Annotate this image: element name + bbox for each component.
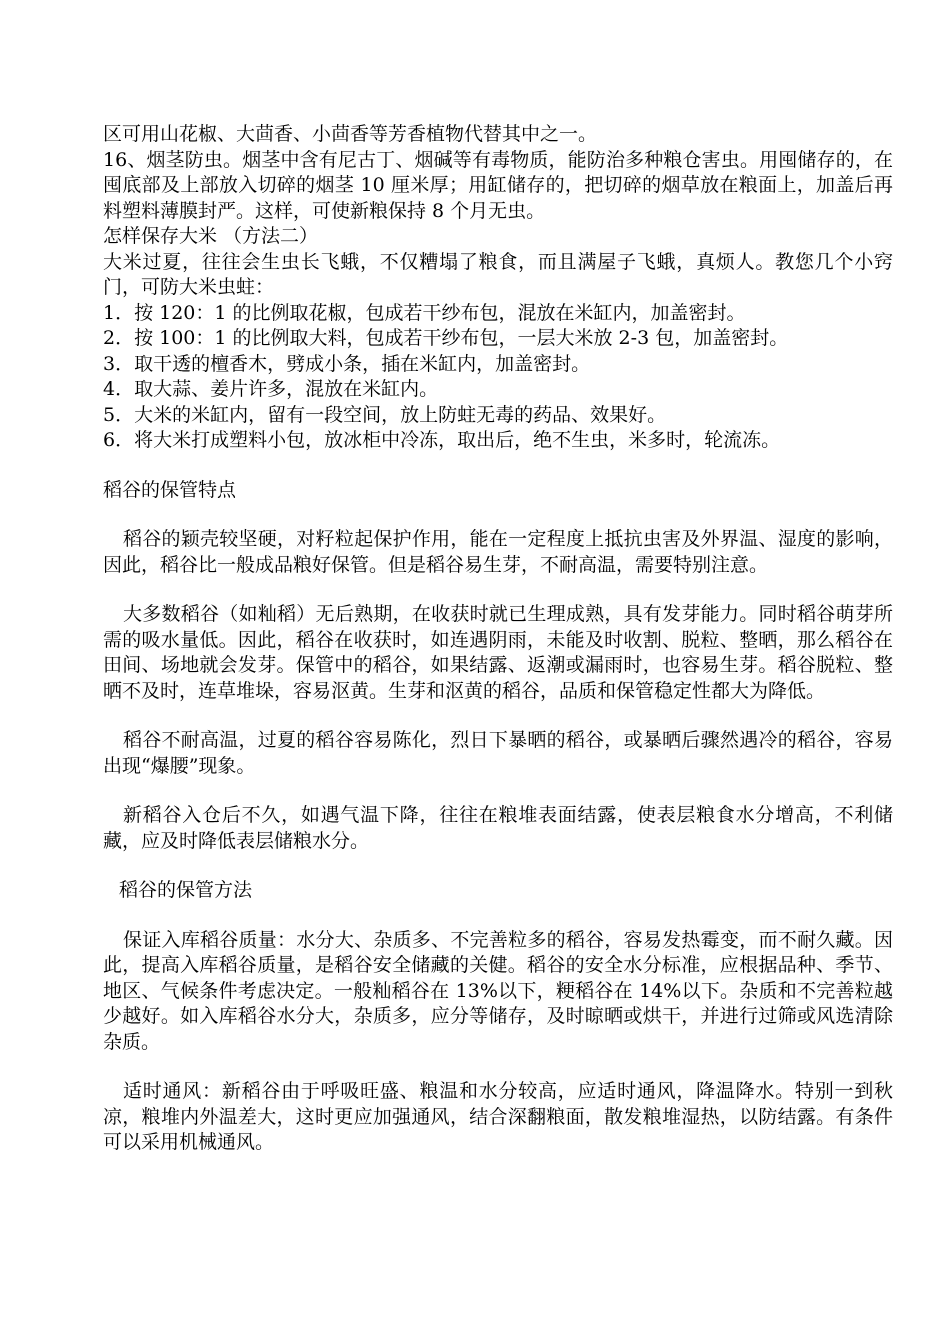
- method2-title: 怎样保存大米 （方法二）: [103, 225, 319, 247]
- methods-paragraph: 适时通风：新稻谷由于呼吸旺盛、粮温和水分较高，应适时通风，降温降水。特别一到秋凉，粮堆内外温差大，这时更应加强通风，结合深翻粮面，散发粮堆湿热，以防结露。有条件可以采用机械通风。: [103, 1080, 893, 1153]
- document-page: [103, 122, 893, 1156]
- method2-item: 1．按 120：1 的比例取花椒，包成若干纱布包，混放在米缸内，加盖密封。: [103, 301, 746, 324]
- methods-title: 稻谷的保管方法: [119, 879, 253, 901]
- features-paragraph: 稻谷不耐高温，过夏的稻谷容易陈化，烈日下暴晒的稻谷，或暴晒后骤然遇冷的稻谷，容易出现“爆腰”现象。: [103, 729, 893, 777]
- method2-item: 6．将大米打成塑料小包，放冰柜中冷冻，取出后，绝不生虫，米多时，轮流冻。: [103, 429, 781, 451]
- features-paragraph: 新稻谷入仓后不久，如遇气温下降，往往在粮堆表面结露，使表层粮食水分增高，不利储藏，应及时降低表层储粮水分。: [103, 804, 893, 852]
- features-paragraph: 大多数稻谷（如籼稻）无后熟期，在收获时就已生理成熟，具有发芽能力。同时稻谷萌芽所需的吸水量低。因此，稻谷在收获时，如连遇阴雨，未能及时收割、脱粒、整晒，那么稻谷在田间、场地就会发芽。保管中的稻谷，如果结露、返潮或漏雨时，也容易生芽。稻谷脱粒、整晒不及时，连草堆垛，容易沤黄。生芽和沤黄的稻谷，品质和保管稳定性都大为降低。: [103, 603, 893, 702]
- features-paragraph: 稻谷的颖壳较坚硬，对籽粒起保护作用，能在一定程度上抵抗虫害及外界温、湿度的影响，因此，稻谷比一般成品粮好保管。但是稻谷易生芽，不耐高温，需要特别注意。: [103, 528, 893, 576]
- method2-item: 4．取大蒜、姜片许多，混放在米缸内。: [103, 378, 439, 400]
- method2-item: 3．取干透的檀香木，劈成小条，插在米缸内，加盖密封。: [103, 352, 591, 375]
- method2-intro: 大米过夏，往往会生虫长飞蛾，不仅糟塌了粮食，而且满屋子飞蛾，真烦人。教您几个小窍门，可防大米虫蛀：: [103, 250, 893, 298]
- method2-item: 5．大米的米缸内，留有一段空间，放上防蛀无毒的药品、效果好。: [103, 403, 667, 426]
- methods-paragraph: 保证入库稻谷质量：水分大、杂质多、不完善粒多的稻谷，容易发热霉变，而不耐久藏。因此，提高入库稻谷质量，是稻谷安全储藏的关健。稻谷的安全水分标准，应根据品种、季节、地区、气候条件考虑决定。一般籼稻谷在 13%以下，粳稻谷在 14%以下。杂质和不完善粒越少越好。如入库稻谷水分大，杂质多，应分等储存，及时晾晒或烘干，并进行过筛或风选清除杂质。: [103, 928, 893, 1053]
- features-title: 稻谷的保管特点: [103, 478, 237, 501]
- method2-item: 2．按 100：1 的比例取大料，包成若干纱布包，一层大米放 2-3 包，加盖密封。: [103, 327, 789, 349]
- intro-continuation: 区可用山花椒、大茴香、小茴香等芳香植物代替其中之一。: [103, 123, 598, 145]
- tobacco-stem-paragraph: 16、烟茎防虫。烟茎中含有尼古丁、烟碱等有毒物质，能防治多种粮仓害虫。用囤储存的，在囤底部及上部放入切碎的烟茎 10 厘米厚；用缸储存的，把切碎的烟草放在粮面上，加盖后再料塑料薄膜封严。这样，可使新粮保持 8 个月无虫。: [103, 148, 893, 222]
